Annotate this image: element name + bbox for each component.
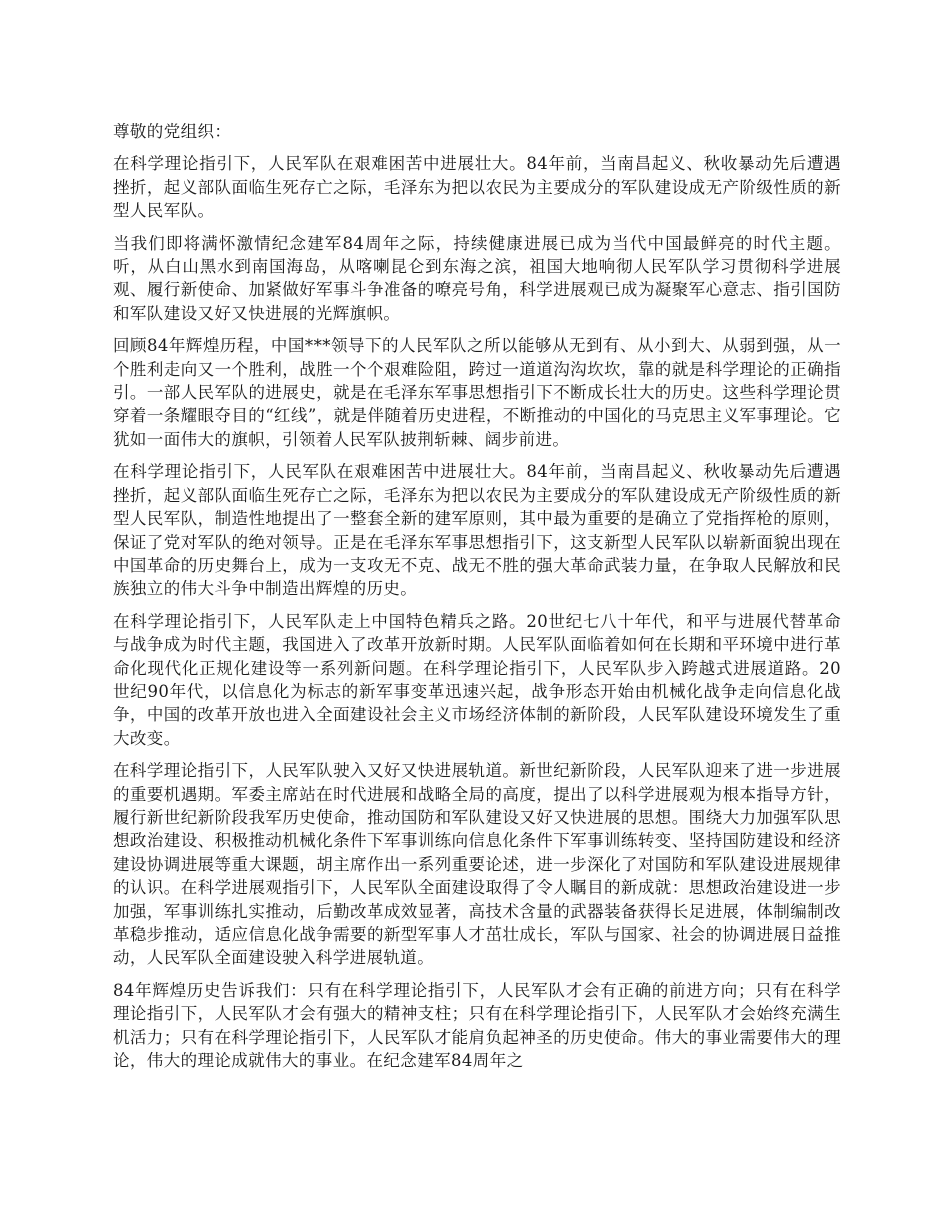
salutation: 尊敬的党组织：	[113, 122, 232, 141]
paragraph-2: 当我们即将满怀激情纪念建军84周年之际，持续健康进展已成为当代中国最鲜亮的时代主题。听，从白山黑水到南国海岛，从喀喇昆仑到东海之滨，祖国大地响彻人民军队学习贯彻科学进展观、履行新使命、加紧做好军事斗争准备的嘹亮号角，科学进展观已成为凝聚军心意志、指引国防和军队建设又好又快进展的光辉旗帜。	[113, 233, 841, 323]
paragraph-1: 在科学理论指引下，人民军队在艰难困苦中进展壮大。84年前，当南昌起义、秋收暴动先后遭遇挫折，起义部队面临生死存亡之际，毛泽东为把以农民为主要成分的军队建设成无产阶级性质的新型人民军队。	[113, 154, 841, 221]
paragraph-7: 84年辉煌历史告诉我们：只有在科学理论指引下，人民军队才会有正确的前进方向；只有在科学理论指引下，人民军队才会有强大的精神支柱；只有在科学理论指引下，人民军队才会始终充满生机活力；只有在科学理论指引下，人民军队才能肩负起神圣的历史使命。伟大的事业需要伟大的理论，伟大的理论成就伟大的事业。在纪念建军84周年之	[113, 980, 841, 1071]
document-page	[113, 120, 841, 1081]
paragraph-3: 回顾84年辉煌历程，中国***领导下的人民军队之所以能够从无到有、从小到大、从弱到强，从一个胜利走向又一个胜利，战胜一个个艰难险阻，跨过一道道沟沟坎坎，靠的就是科学理论的正确指引。一部人民军队的进展史，就是在毛泽东军事思想指引下不断成长壮大的历史。这些科学理论贯穿着一条耀眼夺目的“红线”，就是伴随着历史进程，不断推动的中国化的马克思主义军事理论。它犹如一面伟大的旗帜，引领着人民军队披荆斩棘、阔步前进。	[113, 336, 841, 449]
paragraph-6: 在科学理论指引下，人民军队驶入又好又快进展轨道。新世纪新阶段，人民军队迎来了进一步进展的重要机遇期。军委主席站在时代进展和战略全局的高度，提出了以科学进展观为根本指导方针，履行新世纪新阶段我军历史使命，推动国防和军队建设又好又快进展的思想。围绕大力加强军队思想政治建设、积极推动机械化条件下军事训练向信息化条件下军事训练转变、坚持国防建设和经济建设协调进展等重大课题，胡主席作出一系列重要论述，进一步深化了对国防和军队建设进展规律的认识。在科学进展观指引下，人民军队全面建设取得了令人瞩目的新成就：思想政治建设进一步加强，军事训练扎实推动，后勤改革成效显著，高技术含量的武器装备获得长足进展，体制编制改革稳步推动，适应信息化战争需要的新型军事人才茁壮成长，军队与国家、社会的协调进展日益推动，人民军队全面建设驶入科学进展轨道。	[113, 761, 841, 968]
paragraph-4: 在科学理论指引下，人民军队在艰难困苦中进展壮大。84年前，当南昌起义、秋收暴动先后遭遇挫折，起义部队面临生死存亡之际，毛泽东为把以农民为主要成分的军队建设成无产阶级性质的新型人民军队，制造性地提出了一整套全新的建军原则，其中最为重要的是确立了党指挥枪的原则，保证了党对军队的绝对领导。正是在毛泽东军事思想指引下，这支新型人民军队以崭新面貌出现在中国革命的历史舞台上，成为一支攻无不克、战无不胜的强大革命武装力量，在争取人民解放和民族独立的伟大斗争中制造出辉煌的历史。	[113, 462, 841, 599]
paragraph-5: 在科学理论指引下，人民军队走上中国特色精兵之路。20世纪七八十年代，和平与进展代替革命与战争成为时代主题，我国进入了改革开放新时期。人民军队面临着如何在长期和平环境中进行革命化现代化正规化建设等一系列新问题。在科学理论指引下，人民军队步入跨越式进展道路。20世纪90年代，以信息化为标志的新军事变革迅速兴起，战争形态开始由机械化战争走向信息化战争，中国的改革开放也进入全面建设社会主义市场经济体制的新阶段，人民军队建设环境发生了重大改变。	[113, 611, 841, 748]
